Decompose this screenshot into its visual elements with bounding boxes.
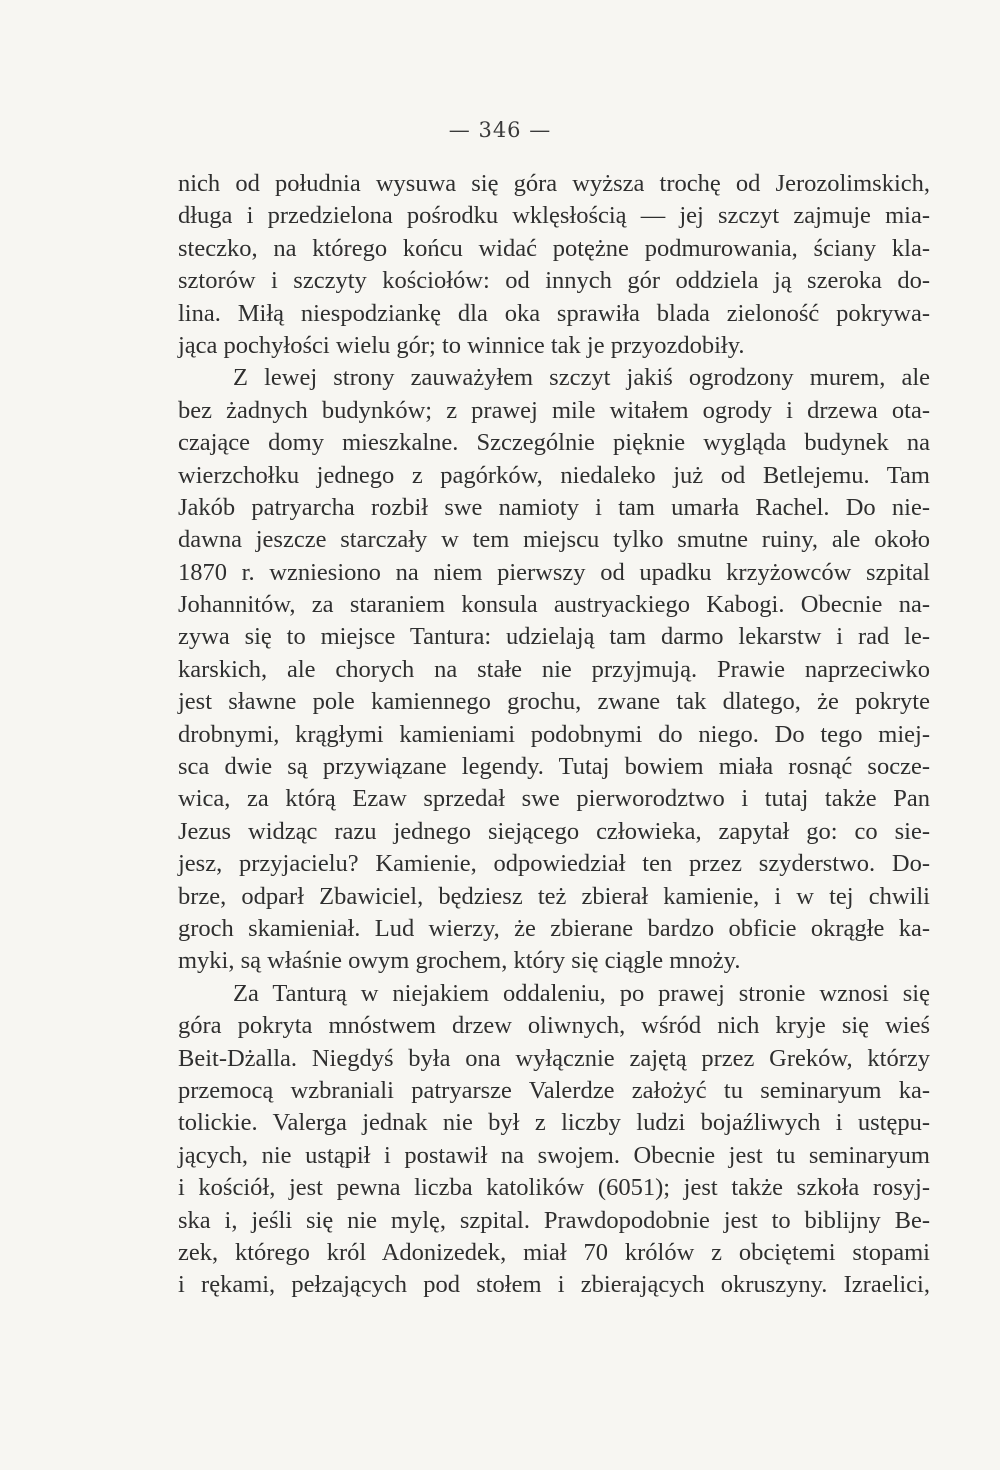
text-line: groch skamieniał. Lud wierzy, że zbierane bardzo obficie okrągłe ka- (178, 914, 930, 942)
text-line: zek, którego król Adonizedek, miał 70 królów z obciętemi stopami (178, 1238, 930, 1266)
text-line: Johannitów, za staraniem konsula austryackiego Kabogi. Obecnie na- (178, 591, 930, 619)
text-line: Z lewej strony zauważyłem szczyt jakiś ogrodzony murem, ale (233, 364, 930, 392)
text-line: jąca pochyłości wielu gór; to winnice tak je przyozdobiły. (178, 331, 745, 359)
text-line: wica, za którą Ezaw sprzedał swe pierworodztwo i tutaj także Pan (178, 785, 930, 813)
text-line: długa i przedzielona pośrodku wklęsłością — jej szczyt zajmuje mia- (178, 202, 930, 230)
text-line: i kościół, jest pewna liczba katolików (6051); jest także szkoła rosyj- (178, 1174, 930, 1202)
text-line: sca dwie są przywiązane legendy. Tutaj bowiem miała rosnąć socze- (178, 753, 930, 781)
page-number: — 346 — (448, 118, 552, 142)
text-line: czające domy mieszkalne. Szczególnie pięknie wygląda budynek na (178, 429, 930, 457)
text-line: Beit-Dżalla. Niegdyś była ona wyłącznie zajętą przez Greków, którzy (178, 1044, 930, 1072)
text-line: steczko, na którego końcu widać potężne podmurowania, ściany kla- (178, 234, 930, 262)
page-text (178, 168, 930, 1302)
text-line: tolickie. Valerga jednak nie był z liczby ludzi bojaźliwych i ustępu- (178, 1109, 930, 1137)
text-line: jest sławne pole kamiennego grochu, zwane tak dlatego, że pokryte (178, 688, 930, 716)
text-line: Za Tanturą w niejakiem oddaleniu, po prawej stronie wznosi się (233, 979, 930, 1007)
text-line: nich od południa wysuwa się góra wyższa trochę od Jerozolimskich, (178, 170, 930, 197)
text-line: jących, nie ustąpił i postawił na swojem. Obecnie jest tu seminaryum (178, 1141, 930, 1169)
text-line: brze, odparł Zbawiciel, będziesz też zbierał kamienie, i w tej chwili (178, 882, 930, 910)
text-line: wierzchołku jednego z pagórków, niedaleko już od Betlejemu. Tam (178, 461, 930, 489)
text-line: zywa się to miejsce Tantura: udzielają tam darmo lekarstw i rad le- (178, 623, 930, 651)
text-line: dawna jeszcze starczały w tem miejscu tylko smutne ruiny, ale około (178, 526, 930, 554)
text-line: myki, są właśnie owym grochem, który się ciągle mnoży. (178, 947, 741, 975)
text-line: i rękami, pełzających pod stołem i zbierających okruszyny. Izraelici, (178, 1271, 930, 1299)
text-line: sztorów i szczyty kościołów: od innych gór oddziela ją szeroka do- (178, 267, 930, 295)
text-line: Jezus widząc razu jednego siejącego człowieka, zapytał go: co sie- (178, 817, 930, 845)
text-line: Jakób patryarcha rozbił swe namioty i tam umarła Rachel. Do nie- (178, 493, 930, 521)
text-line: 1870 r. wzniesiono na niem pierwszy od upadku krzyżowców szpital (178, 558, 930, 586)
text-line: góra pokryta mnóstwem drzew oliwnych, wśród nich kryje się wieś (178, 1012, 930, 1040)
text-line: jesz, przyjacielu? Kamienie, odpowiedział ten przez szyderstwo. Do- (178, 850, 930, 878)
text-line: ska i, jeśli się nie mylę, szpital. Prawdopodobnie jest to biblijny Be- (178, 1206, 930, 1234)
text-line: drobnymi, krągłymi kamieniami podobnymi do niego. Do tego miej- (178, 720, 930, 748)
text-line: lina. Miłą niespodziankę dla oka sprawiła blada zieloność pokrywa- (178, 299, 930, 327)
text-line: bez żadnych budynków; z prawej mile witałem ogrody i drzewa ota- (178, 396, 930, 424)
text-line: karskich, ale chorych na stałe nie przyjmują. Prawie naprzeciwko (178, 655, 930, 683)
text-line: przemocą wzbraniali patryarsze Valerdze założyć tu seminaryum ka- (178, 1076, 930, 1104)
